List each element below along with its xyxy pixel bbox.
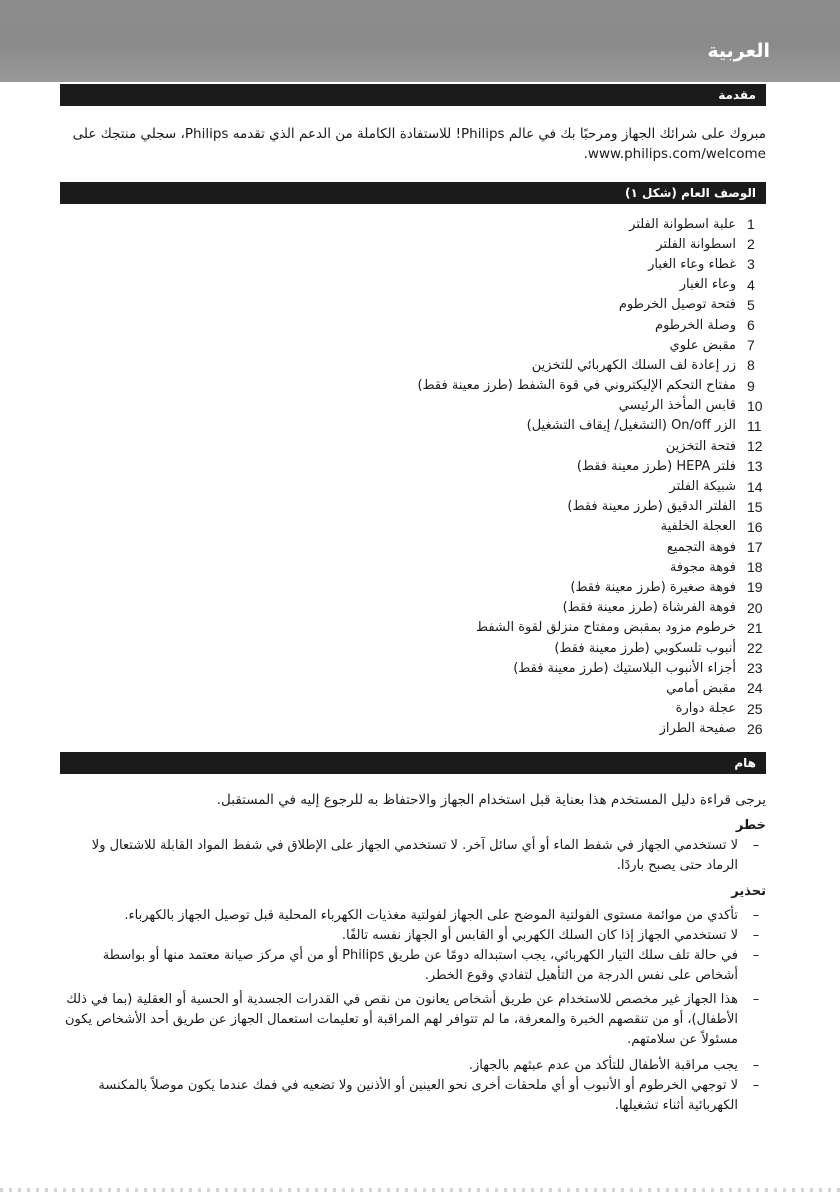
parts-list-item: [127, 557, 767, 577]
part-label: قابس المأخذ الرئيسي: [618, 398, 736, 414]
part-label: أجزاء الأنبوب البلاستيك (طرز معينة فقط): [513, 660, 736, 676]
part-label: صفيحة الطراز: [659, 721, 736, 737]
part-label: علبة اسطوانة الفلتر: [629, 216, 736, 232]
parts-list-item: [127, 396, 767, 416]
part-label: الزر On/off (التشغيل/ إيقاف التشغيل): [526, 418, 736, 434]
warning-item-text: تأكدي من موائمة مستوى الفولتية الموضح على الجهاز لفولتية مغذيات الكهرباء المحلية قبل توصيل الجهاز بالكهرباء.: [124, 908, 738, 923]
part-number: 10: [747, 397, 763, 414]
parts-list-item: [127, 719, 767, 739]
parts-list-item: [127, 335, 767, 355]
parts-list-item: [127, 436, 767, 456]
bullet-dash: –: [752, 928, 760, 943]
part-number: 20: [747, 599, 763, 616]
parts-list-item: [127, 598, 767, 618]
section-bar-introduction: [60, 84, 766, 106]
part-label: فوهة الفرشاة (طرز معينة فقط): [562, 600, 736, 616]
parts-list-item: [127, 275, 767, 295]
parts-list-item: [127, 376, 767, 396]
introduction-text: مبروك على شرائك الجهاز ومرحبًا بك في عالم Philips! للاستفادة الكاملة من الدعم الذي تقدمه Philips، سجلي منتجك على www.philips.com/welcome.: [72, 126, 766, 162]
warning-title: تحذير: [731, 884, 766, 899]
warning-item-text: لا تستخدمي الجهاز إذا كان السلك الكهربي أو القابس أو الجهاز نفسه تالفًا.: [341, 928, 738, 943]
part-number: 21: [747, 619, 763, 636]
bullet-dash: –: [752, 1058, 760, 1073]
part-label: أنبوب تلسكوبي (طرز معينة فقط): [554, 640, 736, 656]
part-label: شبيكة الفلتر: [669, 479, 736, 495]
part-number: 26: [747, 720, 763, 737]
warning-item: [60, 926, 766, 946]
part-label: العجلة الخلفية: [660, 519, 736, 535]
danger-item-text: لا تستخدمي الجهاز في شفط الماء أو أي سائل آخر. لا تستخدمي الجهاز على الإطلاق في شفط المواد القابلة للاشتعال ولا الرماد حتى يصبح باردًا.: [91, 838, 738, 873]
parts-list: [127, 214, 767, 739]
parts-list-item: [127, 234, 767, 254]
warning-item: [60, 1076, 766, 1116]
parts-list-item: [127, 355, 767, 375]
parts-list-item: [127, 315, 767, 335]
warning-item-text: في حالة تلف سلك التيار الكهربائي، يجب استبداله دومًا عن طريق Philips أو من أي مركز صيانة معتمد منها أو بواسطة أشخاص على نفس الدرجة من التأهيل لتفادي وقوع الخطر.: [102, 948, 738, 983]
introduction-heading: مقدمة: [718, 88, 756, 102]
part-number: 4: [747, 276, 755, 293]
language-header-band: [0, 0, 840, 82]
important-heading: هام: [734, 756, 756, 770]
parts-list-item: [127, 456, 767, 476]
part-label: مقبض علوي: [669, 337, 736, 353]
part-label: وصلة الخرطوم: [655, 317, 736, 333]
parts-list-item: [127, 577, 767, 597]
part-label: مفتاح التحكم الإليكتروني في قوة الشفط (طرز معينة فقط): [417, 378, 736, 394]
part-number: 24: [747, 680, 763, 697]
part-number: 25: [747, 700, 763, 717]
parts-list-item: [127, 699, 767, 719]
section-bar-important: [60, 752, 766, 774]
part-number: 16: [747, 518, 763, 535]
part-number: 11: [747, 417, 762, 434]
part-label: فلتر HEPA (طرز معينة فقط): [576, 458, 736, 474]
part-label: فوهة صغيرة (طرز معينة فقط): [570, 579, 736, 595]
parts-list-item: [127, 638, 767, 658]
part-number: 1: [747, 216, 755, 233]
part-number: 3: [747, 256, 755, 273]
part-number: 19: [747, 579, 763, 596]
part-number: 2: [747, 236, 755, 253]
part-number: 5: [747, 296, 755, 313]
parts-list-item: [127, 214, 767, 234]
warning-item: [60, 946, 766, 986]
part-label: اسطوانة الفلتر: [656, 236, 736, 252]
parts-list-item: [127, 537, 767, 557]
parts-list-item: [127, 416, 767, 436]
bullet-dash: –: [752, 838, 760, 853]
section-bar-general-description: [60, 182, 766, 204]
parts-list-item: [127, 658, 767, 678]
danger-title: خطر: [735, 818, 766, 833]
parts-list-item: [127, 254, 767, 274]
parts-list-item: [127, 295, 767, 315]
part-label: عجلة دوارة: [675, 701, 736, 717]
part-number: 23: [747, 660, 763, 677]
part-number: 12: [747, 438, 763, 455]
part-label: زر إعادة لف السلك الكهربائي للتخزين: [531, 357, 736, 373]
parts-list-item: [127, 497, 767, 517]
part-label: غطاء وعاء الغبار: [648, 256, 736, 272]
bullet-dash: –: [752, 992, 760, 1007]
warning-item-text: لا توجهي الخرطوم أو الأنبوب أو أي ملحقات أخرى نحو العينين أو الأذنين ولا تضعيه في فمك عندما يكون موصلاً بالمكنسة الكهربائية أثناء تشغيلها.: [98, 1078, 738, 1113]
part-number: 7: [747, 337, 755, 354]
parts-list-item: [127, 517, 767, 537]
part-label: فوهة التجميع: [666, 539, 736, 555]
danger-item: [60, 836, 766, 876]
bullet-dash: –: [752, 908, 760, 923]
part-number: 14: [747, 478, 763, 495]
parts-list-item: [127, 678, 767, 698]
part-number: 15: [747, 498, 763, 515]
warning-item-text: يجب مراقبة الأطفال للتأكد من عدم عبثهم بالجهاز.: [468, 1058, 738, 1073]
parts-list-item: [127, 476, 767, 496]
part-label: مقبض أمامي: [666, 680, 736, 696]
warning-item-text: هذا الجهاز غير مخصص للاستخدام عن طريق أشخاص يعانون من نقص في القدرات الجسدية أو الحسية أو العقلية (بما في ذلك الأطفال)، أو من تنقصهم الخبرة والمعرفة، ما لم تتوافر لهم المراقبة أو تعليمات استعمال الجهاز عن طريق أحد الأشخاص يكون مسئولاً عن سلامتهم.: [64, 992, 738, 1047]
part-number: 18: [747, 559, 763, 576]
language-title: العربية: [707, 40, 770, 62]
bullet-dash: –: [752, 948, 760, 963]
part-number: 17: [747, 539, 763, 556]
parts-list-item: [127, 618, 767, 638]
part-label: فتحة التخزين: [665, 438, 736, 454]
warning-item: [60, 990, 766, 1050]
part-number: 6: [747, 317, 755, 334]
part-number: 22: [747, 640, 763, 657]
bullet-dash: –: [752, 1078, 760, 1093]
part-label: الفلتر الدقيق (طرز معينة فقط): [567, 499, 736, 515]
part-number: 9: [747, 377, 755, 394]
part-number: 8: [747, 357, 755, 374]
general-description-heading: الوصف العام (شكل ١): [624, 186, 756, 200]
warning-item: [60, 906, 766, 926]
part-number: 13: [747, 458, 763, 475]
part-label: وعاء الغبار: [679, 277, 736, 293]
important-intro: يرجى قراءة دليل المستخدم هذا بعناية قبل استخدام الجهاز والاحتفاظ به للرجوع إليه في المستقبل.: [216, 792, 766, 808]
warning-item: [60, 1056, 766, 1076]
print-registration-marks: [0, 1188, 840, 1192]
part-label: فتحة توصيل الخرطوم: [618, 297, 736, 313]
part-label: خرطوم مزود بمقبض ومفتاح منزلق لقوة الشفط: [476, 620, 736, 636]
part-label: فوهة مجوفة: [669, 559, 736, 575]
